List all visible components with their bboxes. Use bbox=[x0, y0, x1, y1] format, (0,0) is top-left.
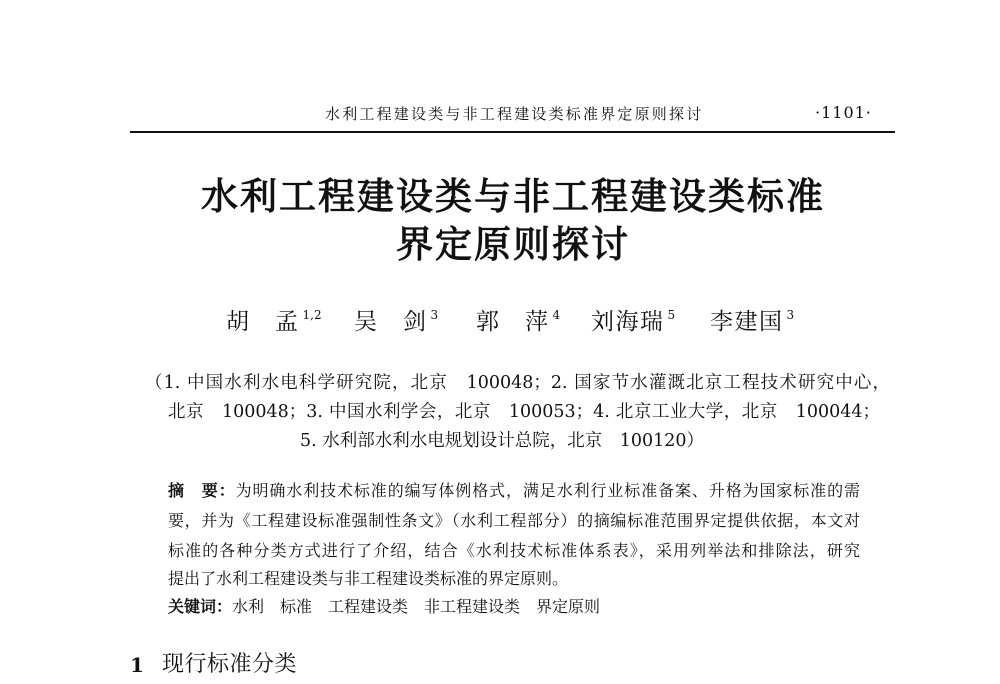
page-number: ·1101· bbox=[815, 103, 872, 122]
author bbox=[591, 309, 675, 338]
author bbox=[476, 309, 560, 338]
author-name: 胡 孟 bbox=[226, 309, 300, 335]
abstract-label: 摘 要： bbox=[168, 481, 236, 500]
keywords-line bbox=[168, 597, 600, 617]
abstract-line: 要，并为《工程建设标准强制性条文》（水利工程部分）的摘编标准范围界定提供依据，本文对 bbox=[168, 511, 860, 530]
paper-title-line-1: 水利工程建设类与非工程建设类标准 bbox=[201, 175, 825, 218]
abstract-line: 提出了水利工程建设类与非工程建设类标准的界定原则。 bbox=[168, 569, 569, 588]
keywords-text: 水利 标准 工程建设类 非工程建设类 界定原则 bbox=[232, 597, 601, 616]
author-name: 李建国 bbox=[710, 309, 784, 335]
author-name: 吴 剑 bbox=[354, 309, 428, 335]
section-number: 1 bbox=[130, 653, 144, 677]
section-title: 现行标准分类 bbox=[162, 652, 298, 677]
author-affiliation-mark: 3 bbox=[786, 308, 795, 322]
affiliation-line: （1. 中国水利水电科学研究院，北京 100048；2. 国家节水灌溉北京工程技术研究中心， bbox=[145, 373, 890, 393]
author-name: 郭 萍 bbox=[476, 309, 550, 335]
keywords-label: 关键词： bbox=[168, 597, 233, 616]
author-affiliation-mark: 3 bbox=[430, 308, 439, 322]
author-affiliation-mark: 4 bbox=[552, 308, 561, 322]
author-affiliation-mark: 5 bbox=[667, 308, 676, 322]
paper-title-line-2: 界定原则探讨 bbox=[396, 223, 630, 266]
author bbox=[226, 309, 322, 338]
affiliation-line: 5. 水利部水利水电规划设计总院，北京 100120） bbox=[300, 431, 705, 451]
abstract-line bbox=[168, 481, 860, 501]
affiliation-line: 北京 100048；3. 中国水利学会，北京 100053；4. 北京工业大学，北京 100044； bbox=[168, 402, 880, 422]
abstract-text: 为明确水利技术标准的编写体例格式，满足水利行业标准备案、升格为国家标准的需 bbox=[235, 481, 860, 500]
author-affiliation-mark: 1,2 bbox=[302, 308, 322, 322]
author bbox=[710, 309, 794, 338]
author bbox=[354, 309, 438, 338]
author-name: 刘海瑞 bbox=[591, 309, 665, 335]
abstract-line: 标准的各种分类方式进行了介绍，结合《水利技术标准体系表》，采用列举法和排除法，研究 bbox=[168, 541, 860, 560]
running-header-title: 水利工程建设类与非工程建设类标准界定原则探讨 bbox=[325, 105, 704, 123]
header-rule bbox=[130, 131, 895, 133]
